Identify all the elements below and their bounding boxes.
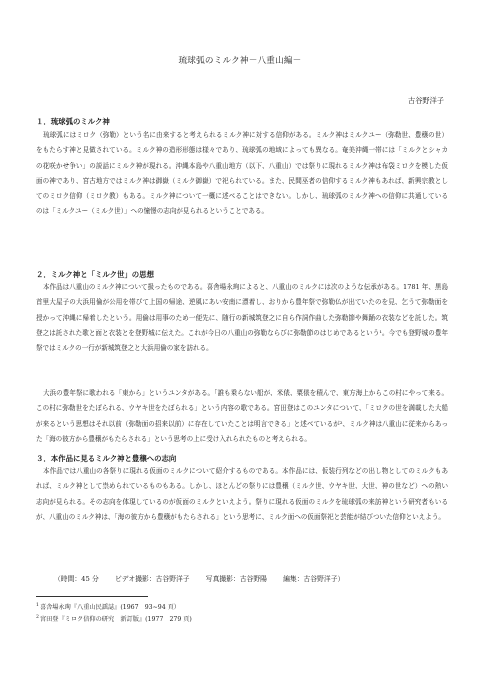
footnote-1-text: 喜舎場永珣『八重山民謡誌』(1967 93~94 頁） [39, 604, 180, 611]
section-3-paragraph-1: 本作品では八重山の各祭りに現れる仮面のミルクについて紹介するものである。本作品には、仮装行列などの出し物としてのミルクもあれば、ミルク神として祟められているものもある。しかし、ほとんどの祭りには豊穣（ミルク世、ウヤキ世、大世、神の世など）への熱い志向が見られる。その志向を体現しているのが仮面のミルクといえよう。祭りに現れる仮面のミルクを琉球弧の来訪神という研究者もいるが、八重山のミルク神は、「海の彼方から豊穣がもたらされる」という思考に、ミルク面への仮面祭祀と芸能が結びついた信仰といえよう。 [36, 467, 448, 521]
credit-time: （時間：45 分 [54, 575, 99, 583]
section-2-paragraph-1: 本作品は八重山のミルク神について扱ったものである。喜舎場永珣によると、八重山のミルクには次のような伝承がある。1781 年、黒島首里大屋子の大浜用倫が公用を帯びて上国の帰途、逆風にあい安南に漂着し、おりから豊年祭で弥勒仏が出ていたのを見、乞うて弥勒面を授かって沖縄に帰着したという。用倫は用事のため一便先に、随行の新城筑登之に自ら作詞作曲した弥勒節や舞踊の衣装などを託した。筑登之は託された歌と面と衣装とを登野城に伝えた。これが今日の八重山の弥勒ならびに弥勒節のはじめであるという¹。今でも登野城の豊年祭ではミルクの一行が新城筑登之と大浜用倫の家を訪れる。 [36, 283, 448, 353]
footnote-2 [36, 614, 192, 623]
credit-photo: 写真撮影：古谷野陽 [205, 575, 267, 583]
section-heading-3: ３．本作品に見るミルク神と豊穣への志向 [36, 454, 177, 463]
credit-edit: 編集：古谷野洋子） [283, 575, 345, 583]
credit-video: ビデオ撮影：古谷野洋子 [114, 575, 190, 583]
production-credits [54, 573, 358, 583]
section-heading-2: ２．ミルク神と「ミルク世」の思想 [36, 270, 154, 279]
section-heading-1: １．琉球弧のミルク神 [36, 117, 110, 126]
footnote-1-mark: 1 [36, 602, 39, 608]
footnote-divider [36, 596, 148, 597]
document-title: 琉球弧のミルク神－八重山編－ [178, 56, 302, 66]
section-1-paragraph-1: 琉球弧にはミロク（弥勒）という名に由来すると考えられるミルク神に対する信仰がある。ミルク神はミルクユー（弥勒世、豊穣の世）をもたらす神と見做されている。ミルク神の造形形態は様々であり、琉球弧の地域によっても異なる。奄美沖縄一帯には「ミルクとシャカの花咲かせ争い」の説話にミルク神が現れる。沖縄本島や八重山地方（以下、八重山）では祭りに現れるミルク神は布袋ミロクを模した仮面の神であり、宮古地方ではミルク神は御嶽（ミルク御嶽）で祀られている。また、民間巫者の信仰するミルク神もあれば、新興宗教としてのミロク信仰（ミロク教）もある。ミルク神について一概に述べることはできない。しかし、琉球弧のミルク神への信仰に共通しているのは「ミルクユー（ミルク世）」への憧憬の志向が見られるということである。 [36, 131, 448, 216]
footnote-2-text: 宮田登『ミロク信仰の研究 新訂版』(1977 279 頁) [39, 616, 192, 623]
section-2-paragraph-2: 大浜の豊年祭に歌われる「東から」というユンタがある。「誰も乗らない船が、米俵、粟俵を積んで、東方海上からこの村にやって来る。この村に弥勒世をたぼられる、ウヤキ世をたぼられる」という内容の歌である。宮田登はこのユンタについて、「ミロクの世を満載した大船が来るという思想はそれ以前（弥勒面の招来以前）に存在していたことは明言できる」と述べているが²、ミルク神は八重山に従来からあった「海の彼方から豊穣がもたらされる」という思考の上に受け入れられたものと考えられる。 [36, 389, 448, 443]
footnote-2-mark: 2 [36, 614, 39, 620]
author-name: 古谷野洋子 [408, 96, 444, 105]
footnote-1 [36, 602, 180, 611]
